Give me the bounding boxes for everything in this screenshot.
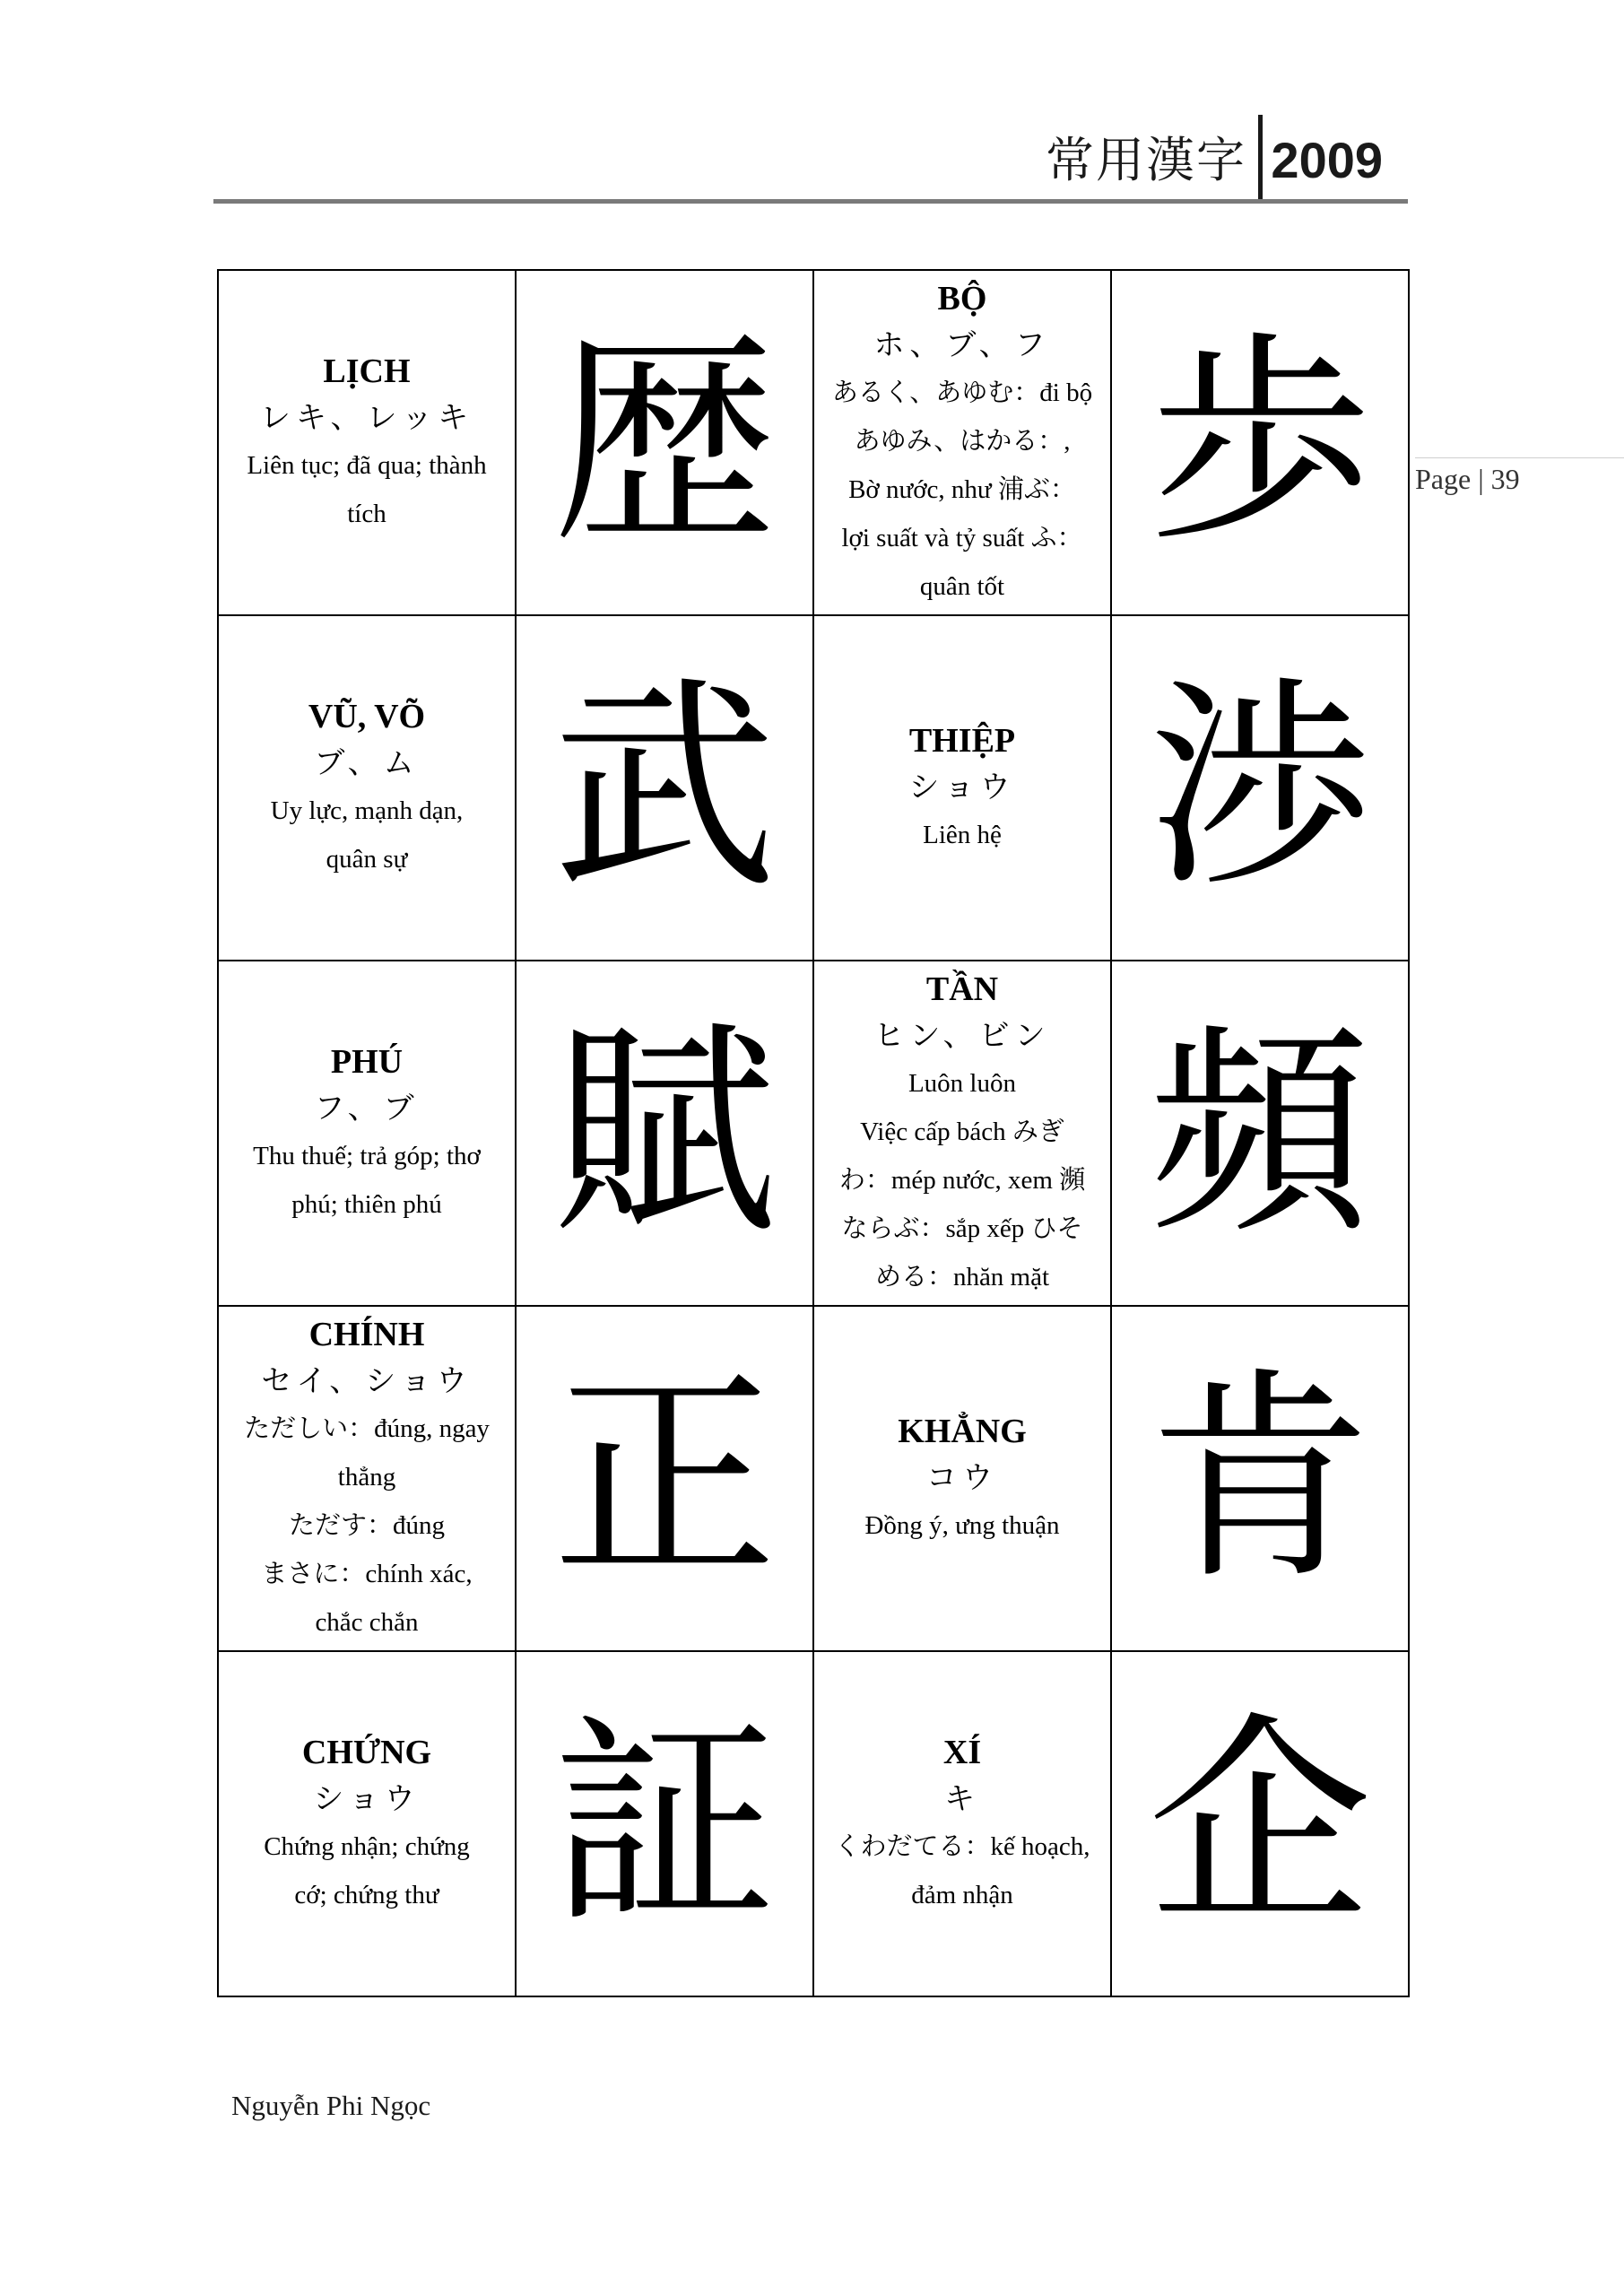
meaning-text: Liên hệ [923, 820, 1002, 849]
kanji-cell [517, 1307, 814, 1652]
kanji-cell [517, 1652, 814, 1997]
meaning-text: Uy lực, mạnh dạn, quân sự [270, 796, 464, 874]
sino-vietnamese-reading: CHỨNG [301, 1733, 432, 1771]
kanji-character: 頻 [1148, 1002, 1372, 1264]
on-reading: ホ、ブ、フ [873, 326, 1051, 363]
reading-cell [814, 961, 1112, 1307]
meaning-text: くわだてる：kế hoạch, đảm nhận [834, 1831, 1090, 1909]
kanji-character: 歴 [552, 311, 777, 573]
meaning-text: Luôn luôn Việc cấp bách みぎ わ：mép nước, xem 瀕 ならぶ：sắp xếp ひそ める：nhăn mặt [838, 1068, 1086, 1292]
on-reading: レキ、レッキ [259, 399, 474, 436]
page-header [213, 115, 1408, 204]
header-year: 2009 [1271, 132, 1383, 188]
page-number [1415, 454, 1624, 508]
header-title: 常用漢字 [1046, 132, 1246, 188]
on-reading: ショウ [313, 1780, 421, 1817]
kanji-table [217, 269, 1410, 1997]
sino-vietnamese-reading: LỊCH [323, 352, 411, 390]
reading-cell [814, 271, 1112, 616]
kanji-cell [1112, 271, 1410, 616]
kanji-cell [517, 616, 814, 961]
page-separator: | [1478, 463, 1484, 495]
on-reading: コウ [926, 1459, 998, 1496]
on-reading: ヒン、ビン [873, 1017, 1051, 1054]
reading-cell [814, 1307, 1112, 1652]
meaning-text: Đồng ý, ưng thuận [864, 1510, 1060, 1540]
page-number-rule [1415, 457, 1624, 458]
header-rule [213, 199, 1408, 204]
kanji-cell [1112, 1652, 1410, 1997]
reading-cell [219, 961, 517, 1307]
meaning-text: あるく、あゆむ：đi bộ あゆみ、はかる：, Bờ nước, như 浦ぶ： lợi suất và tỷ suất ふ： quân tốt [831, 378, 1093, 601]
reading-cell [814, 616, 1112, 961]
kanji-character: 歩 [1148, 311, 1372, 573]
on-reading: ショウ [908, 769, 1016, 805]
reading-cell [219, 1307, 517, 1652]
on-reading: ブ、ム [314, 744, 420, 781]
sino-vietnamese-reading: PHÚ [330, 1042, 404, 1081]
kanji-cell [1112, 961, 1410, 1307]
meaning-text: Liên tục; đã qua; thành tích [247, 450, 487, 528]
kanji-character: 武 [552, 657, 777, 918]
reading-cell [814, 1652, 1112, 1997]
kanji-character: 渉 [1148, 657, 1372, 918]
page-number-text [1415, 463, 1520, 496]
kanji-cell [517, 271, 814, 616]
meaning-text: Thu thuế; trả góp; thơ phú; thiên phú [253, 1141, 481, 1219]
page-label: Page [1415, 463, 1472, 495]
meaning-text: ただしい：đúng, ngay thẳng ただす：đúng まさに：chính xác, chắc chắn [244, 1413, 490, 1637]
kanji-character: 証 [552, 1692, 777, 1954]
on-reading: キ [944, 1780, 980, 1817]
sino-vietnamese-reading: XÍ [942, 1733, 982, 1771]
reading-cell [219, 616, 517, 961]
page-number-value: 39 [1490, 463, 1520, 495]
sino-vietnamese-reading: CHÍNH [308, 1315, 425, 1353]
on-reading: セイ、ショウ [261, 1362, 473, 1399]
sino-vietnamese-reading: TẦN [925, 970, 999, 1008]
kanji-cell [1112, 1307, 1410, 1652]
reading-cell [219, 271, 517, 616]
kanji-character: 企 [1148, 1692, 1372, 1954]
kanji-character: 正 [552, 1347, 777, 1609]
sino-vietnamese-reading: THIỆP [908, 721, 1016, 760]
kanji-character: 賦 [552, 1002, 777, 1264]
reading-cell [219, 1652, 517, 1997]
footer-author: Nguyễn Phi Ngọc [231, 2090, 431, 2121]
sino-vietnamese-reading: VŨ, VÕ [308, 697, 426, 735]
kanji-character: 肯 [1148, 1347, 1372, 1609]
sino-vietnamese-reading: BỘ [937, 279, 987, 317]
kanji-cell [517, 961, 814, 1307]
on-reading: フ、ブ [314, 1090, 420, 1126]
meaning-text: Chứng nhận; chứng cớ; chứng thư [264, 1831, 470, 1909]
header-divider [1258, 115, 1263, 201]
kanji-cell [1112, 616, 1410, 961]
sino-vietnamese-reading: KHẲNG [898, 1412, 1027, 1450]
